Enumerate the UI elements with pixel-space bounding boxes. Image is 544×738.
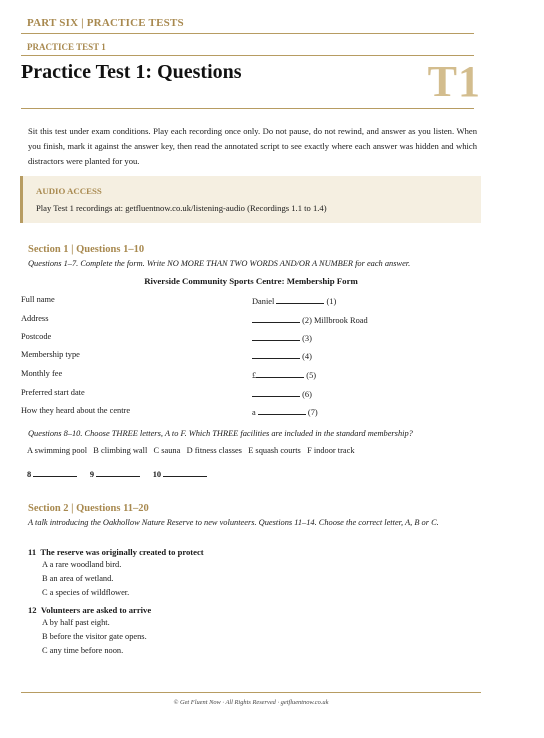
form-row bbox=[21, 332, 501, 348]
answer-blank[interactable] bbox=[33, 468, 77, 477]
form-row bbox=[21, 369, 501, 385]
section1-heading: Section 1 | Questions 1–10 bbox=[28, 244, 145, 255]
form-label: Monthly fee bbox=[21, 369, 63, 378]
header-rule bbox=[21, 33, 474, 34]
question-option[interactable]: A a rare woodland bird. bbox=[42, 560, 122, 569]
answer-blank[interactable] bbox=[252, 314, 300, 323]
question-option[interactable]: A by half past eight. bbox=[42, 618, 110, 627]
section2-instruction: A talk introducing the Oakhollow Nature Reserve to new volunteers. Questions 11–14. Choose the correct letter, A, B or C. bbox=[28, 518, 439, 527]
section1-instruction-2: Questions 8–10. Choose THREE letters, A to F. Which THREE facilities are included in the standard membership? bbox=[28, 429, 413, 438]
form-value: (4) bbox=[252, 350, 312, 361]
answer-blank[interactable] bbox=[252, 388, 300, 397]
page-title: Practice Test 1: Questions bbox=[21, 61, 242, 83]
form-value: (2) Millbrook Road bbox=[252, 314, 368, 325]
answer-blank[interactable] bbox=[252, 332, 300, 341]
intro-paragraph: Sit this test under exam conditions. Play each recording once only. Do not pause, do not rewind, and answer as you listen. When you finish, mark it against the answer key, then read the annotated script to see exactly where each answer was hidden and which distractors were planted for you. bbox=[28, 126, 477, 166]
form-label: Preferred start date bbox=[21, 388, 85, 397]
form-row bbox=[21, 314, 501, 330]
answer-blank[interactable] bbox=[276, 295, 324, 304]
test-badge: T1 bbox=[427, 57, 481, 106]
answer-blank[interactable] bbox=[96, 468, 140, 477]
question-11: 11 The reserve was originally created to protect bbox=[28, 547, 204, 557]
title-rule-top bbox=[21, 55, 474, 56]
form-value: Daniel (1) bbox=[252, 297, 337, 306]
audio-heading: AUDIO ACCESS bbox=[36, 186, 102, 196]
title-rule-bottom bbox=[21, 108, 474, 109]
section1-instruction: Questions 1–7. Complete the form. Write NO MORE THAN TWO WORDS AND/OR A NUMBER for each answer. bbox=[28, 259, 411, 268]
facility-options: A swimming pool B climbing wall C sauna D fitness classes E squash courts F indoor track bbox=[27, 446, 355, 455]
form-label: Postcode bbox=[21, 332, 52, 341]
question-option[interactable]: B before the visitor gate opens. bbox=[42, 632, 147, 641]
footer-rule bbox=[21, 692, 481, 693]
audio-access-box bbox=[20, 176, 481, 223]
form-value: (3) bbox=[252, 332, 312, 343]
question-option[interactable]: B an area of wetland. bbox=[42, 574, 114, 583]
form-label: Full name bbox=[21, 295, 55, 304]
form-value: (6) bbox=[252, 388, 312, 399]
answer-blank[interactable] bbox=[256, 369, 304, 378]
form-label: How they heard about the centre bbox=[21, 406, 131, 415]
form-value: £ (5) bbox=[252, 371, 317, 380]
question-12: 12 Volunteers are asked to arrive bbox=[28, 605, 152, 615]
form-row bbox=[21, 295, 501, 311]
answer-blank[interactable] bbox=[258, 406, 306, 415]
part-heading: PART SIX | PRACTICE TESTS bbox=[27, 17, 184, 29]
form-row bbox=[21, 388, 501, 404]
answer-line: 8 9 10 bbox=[27, 468, 207, 479]
form-value: a (7) bbox=[252, 408, 318, 417]
question-option[interactable]: C a species of wildflower. bbox=[42, 588, 130, 597]
form-label: Address bbox=[21, 314, 49, 323]
audio-text: Play Test 1 recordings at: getfluentnow.co.uk/listening-audio (Recordings 1.1 to 1.4) bbox=[36, 203, 327, 213]
answer-blank[interactable] bbox=[163, 468, 207, 477]
form-title: Riverside Community Sports Centre: Membership Form bbox=[144, 276, 358, 286]
form-label: Membership type bbox=[21, 350, 80, 359]
form-row bbox=[21, 350, 501, 366]
form-row bbox=[21, 406, 501, 422]
section2-heading: Section 2 | Questions 11–20 bbox=[28, 503, 149, 514]
answer-blank[interactable] bbox=[252, 350, 300, 359]
test-label: PRACTICE TEST 1 bbox=[27, 42, 106, 52]
footer-text: © Get Fluent Now · All Rights Reserved · getfluentnow.co.uk bbox=[173, 699, 329, 706]
question-option[interactable]: C any time before noon. bbox=[42, 646, 124, 655]
